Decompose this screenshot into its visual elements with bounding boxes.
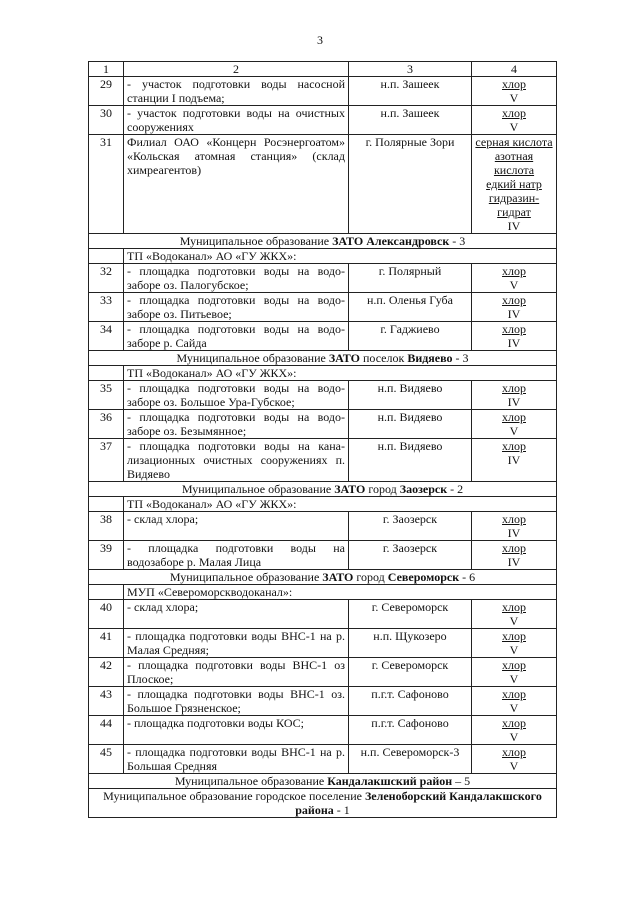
table-row [89, 512, 557, 541]
hazard-class: V [509, 120, 519, 134]
table-row [89, 264, 557, 293]
table-row [89, 322, 557, 351]
substance-name: хлор [502, 541, 526, 555]
row-number: 42 [89, 658, 124, 687]
facility-location: н.п. Североморск-3 [349, 745, 472, 774]
facility-name: - площадка подготовки воды на кана-лизационных очистных сооружениях п. Видяево [124, 439, 349, 482]
section-heading-bold: ЗАТО Александровск [332, 234, 450, 248]
facility-location: п.г.т. Сафоново [349, 687, 472, 716]
row-number: 39 [89, 541, 124, 570]
hazard-cell [472, 135, 557, 234]
facility-location: н.п. Видяево [349, 410, 472, 439]
facility-name: - площадка подготовки воды на водо-заборе р. Сайда [124, 322, 349, 351]
facility-location: г. Полярные Зори [349, 135, 472, 234]
hazard-class: V [509, 424, 519, 438]
section-heading-prefix: Муниципальное образование [169, 570, 323, 584]
facility-location: н.п. Зашеек [349, 106, 472, 135]
hazard-class: V [509, 759, 519, 773]
facilities-table [88, 61, 557, 818]
hazard-class: IV [507, 307, 521, 321]
section-heading-bold: ЗАТО [328, 351, 360, 365]
hazard-cell [472, 293, 557, 322]
section-row [89, 774, 557, 789]
section-heading-bold: Кандалакшский район [327, 774, 453, 788]
substance-name: хлор [502, 745, 526, 759]
facility-location: г. Заозерск [349, 541, 472, 570]
substance-name: хлор [502, 322, 526, 336]
section-heading-suffix: - 1 [333, 803, 350, 817]
facility-location: г. Полярный [349, 264, 472, 293]
row-number: 44 [89, 716, 124, 745]
table-row [89, 293, 557, 322]
organization-name: ТП «Водоканал» АО «ГУ ЖКХ»: [124, 249, 557, 264]
hazard-class: IV [507, 219, 521, 233]
organization-row [89, 497, 557, 512]
substance-name: хлор [502, 600, 526, 614]
facility-location: н.п. Оленья Губа [349, 293, 472, 322]
substance-name: хлор [502, 687, 526, 701]
substance-name: гидразин-гидрат [488, 191, 540, 219]
facility-location: г. Заозерск [349, 512, 472, 541]
row-number: 43 [89, 687, 124, 716]
row-number: 30 [89, 106, 124, 135]
organization-name: ТП «Водоканал» АО «ГУ ЖКХ»: [124, 366, 557, 381]
facility-name: - площадка подготовки воды на водозаборе р. Малая Лица [124, 541, 349, 570]
section-heading-suffix: – 5 [452, 774, 471, 788]
hazard-cell [472, 687, 557, 716]
section-heading-prefix: Муниципальное образование городское поселение [103, 789, 365, 803]
section-heading-prefix: Муниципальное образование [174, 774, 328, 788]
hazard-cell [472, 322, 557, 351]
table-row [89, 135, 557, 234]
section-heading-bold: ЗАТО [322, 570, 354, 584]
substance-name: хлор [502, 410, 526, 424]
organization-name: ТП «Водоканал» АО «ГУ ЖКХ»: [124, 497, 557, 512]
table-row [89, 600, 557, 629]
substance-name: хлор [502, 716, 526, 730]
row-number: 35 [89, 381, 124, 410]
row-number: 36 [89, 410, 124, 439]
facility-name: - площадка подготовки воды ВНС-1 оз Плоское; [124, 658, 349, 687]
hazard-class: V [509, 730, 519, 744]
hazard-cell [472, 658, 557, 687]
facility-name: - участок подготовки воды насосной станции I подъема; [124, 77, 349, 106]
hazard-class: V [509, 278, 519, 292]
page-number: 3 [317, 33, 323, 47]
facility-name: - площадка подготовки воды КОС; [124, 716, 349, 745]
hazard-cell [472, 410, 557, 439]
hazard-cell [472, 512, 557, 541]
substance-name: хлор [502, 512, 526, 526]
organization-name: МУП «Североморскводоканал»: [124, 585, 557, 600]
facility-name: - площадка подготовки воды ВНС-1 оз. Большое Грязненское; [124, 687, 349, 716]
hazard-class: V [509, 701, 519, 715]
header-cell: 1 [89, 62, 124, 77]
facility-name: - склад хлора; [124, 512, 349, 541]
section-heading [89, 482, 557, 497]
table-row [89, 658, 557, 687]
hazard-class: V [509, 643, 519, 657]
section-heading-suffix: - 2 [447, 482, 464, 496]
section-row [89, 482, 557, 497]
row-number: 37 [89, 439, 124, 482]
section-row [89, 570, 557, 585]
substance-name: серная кислота [475, 135, 553, 149]
facility-location: н.п. Видяево [349, 439, 472, 482]
hazard-class: V [509, 672, 519, 686]
organization-row [89, 585, 557, 600]
hazard-cell [472, 629, 557, 658]
hazard-cell [472, 264, 557, 293]
facility-location: н.п. Зашеек [349, 77, 472, 106]
facility-name: - склад хлора; [124, 600, 349, 629]
table-row [89, 381, 557, 410]
table-row [89, 687, 557, 716]
table-row [89, 745, 557, 774]
table-row [89, 410, 557, 439]
section-heading-bold: Зеленоборский Кандалакшского района [295, 789, 542, 817]
hazard-cell [472, 77, 557, 106]
substance-name: хлор [502, 658, 526, 672]
hazard-cell [472, 716, 557, 745]
section-heading-mid: город [353, 570, 388, 584]
header-cell: 4 [472, 62, 557, 77]
section-heading-suffix: - 3 [449, 234, 466, 248]
substance-name: хлор [502, 264, 526, 278]
section-heading [89, 570, 557, 585]
section-heading-bold2: Видяево [407, 351, 453, 365]
substance-name: азотная кислота [493, 149, 535, 177]
empty-cell [89, 585, 124, 600]
section-heading [89, 351, 557, 366]
hazard-class: IV [507, 395, 521, 409]
section-heading [89, 774, 557, 789]
substance-name: хлор [502, 629, 526, 643]
row-number: 31 [89, 135, 124, 234]
section-heading-prefix: Муниципальное образование [176, 351, 329, 365]
facility-name: - участок подготовки воды на очистных сооружениях [124, 106, 349, 135]
facility-name: Филиал ОАО «Концерн Росэнергоатом» «Кольская атомная станция» (склад химреагентов) [124, 135, 349, 234]
section-heading-bold2: Заозерск [399, 482, 448, 496]
hazard-class: IV [507, 336, 521, 350]
header-cell: 2 [124, 62, 349, 77]
empty-cell [89, 497, 124, 512]
row-number: 45 [89, 745, 124, 774]
hazard-cell [472, 439, 557, 482]
hazard-cell [472, 745, 557, 774]
row-number: 40 [89, 600, 124, 629]
row-number: 34 [89, 322, 124, 351]
section-heading [89, 234, 557, 249]
organization-row [89, 366, 557, 381]
facility-name: - площадка подготовки воды на водо-заборе оз. Питьевое; [124, 293, 349, 322]
substance-name: хлор [502, 77, 526, 91]
empty-cell [89, 366, 124, 381]
hazard-class: IV [507, 453, 521, 467]
facility-location: п.г.т. Сафоново [349, 716, 472, 745]
section-heading [89, 789, 557, 818]
row-number: 41 [89, 629, 124, 658]
facility-location: г. Гаджиево [349, 322, 472, 351]
facility-location: г. Североморск [349, 600, 472, 629]
row-number: 32 [89, 264, 124, 293]
hazard-class: IV [507, 526, 521, 540]
row-number: 29 [89, 77, 124, 106]
table-row [89, 439, 557, 482]
table-row [89, 629, 557, 658]
section-heading-prefix: Муниципальное образование [181, 482, 335, 496]
section-heading-prefix: Муниципальное образование [179, 234, 333, 248]
substance-name: хлор [502, 106, 526, 120]
row-number: 38 [89, 512, 124, 541]
section-row [89, 351, 557, 366]
facility-name: - площадка подготовки воды на водо-заборе оз. Большое Ура-Губское; [124, 381, 349, 410]
facility-location: н.п. Видяево [349, 381, 472, 410]
hazard-class: V [509, 614, 519, 628]
hazard-cell [472, 381, 557, 410]
substance-name: едкий натр [486, 177, 542, 191]
table-header-row [89, 62, 557, 77]
facility-name: - площадка подготовки воды на водо-заборе оз. Палогубское; [124, 264, 349, 293]
section-row [89, 789, 557, 818]
substance-name: хлор [502, 439, 526, 453]
empty-cell [89, 249, 124, 264]
facility-location: н.п. Щукозеро [349, 629, 472, 658]
section-heading-bold2: Североморск [387, 570, 460, 584]
section-heading-mid: поселок [359, 351, 408, 365]
section-heading-bold: ЗАТО [334, 482, 366, 496]
facility-name: - площадка подготовки воды ВНС-1 на р. Большая Средняя [124, 745, 349, 774]
facility-location: г. Североморск [349, 658, 472, 687]
hazard-class: V [509, 91, 519, 105]
hazard-cell [472, 106, 557, 135]
section-heading-suffix: - 6 [459, 570, 476, 584]
facility-name: - площадка подготовки воды ВНС-1 на р. Малая Средняя; [124, 629, 349, 658]
hazard-cell [472, 600, 557, 629]
substance-name: хлор [502, 293, 526, 307]
hazard-cell [472, 541, 557, 570]
organization-row [89, 249, 557, 264]
section-heading-suffix: - 3 [452, 351, 469, 365]
hazard-class: IV [507, 555, 521, 569]
facility-name: - площадка подготовки воды на водо-заборе оз. Безымянное; [124, 410, 349, 439]
table-row [89, 77, 557, 106]
table-row [89, 716, 557, 745]
table-row [89, 541, 557, 570]
section-row [89, 234, 557, 249]
table-row [89, 106, 557, 135]
section-heading-mid: город [365, 482, 400, 496]
row-number: 33 [89, 293, 124, 322]
substance-name: хлор [502, 381, 526, 395]
header-cell: 3 [349, 62, 472, 77]
